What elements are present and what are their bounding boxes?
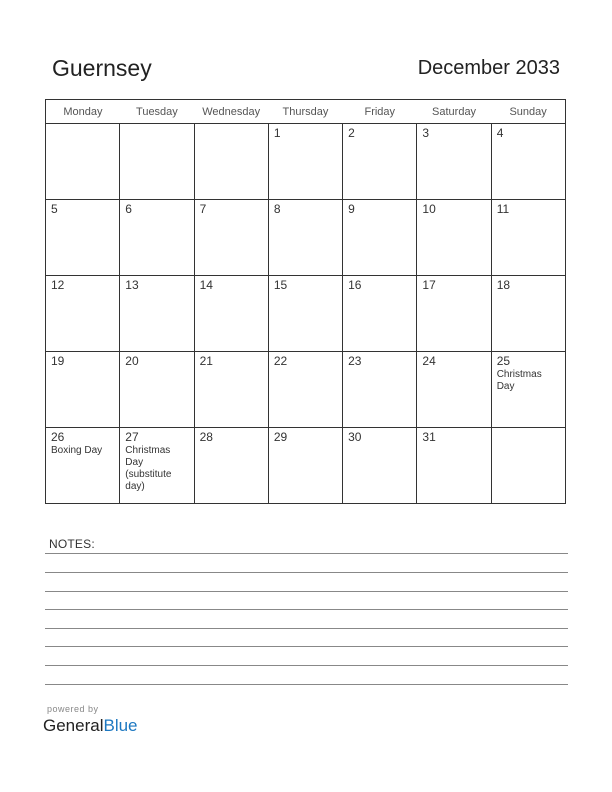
weekday-thursday: Thursday <box>268 100 342 124</box>
day-cell <box>491 428 565 504</box>
holiday-label: Christmas Day <box>496 369 542 392</box>
day-cell <box>46 352 120 428</box>
day-number: 5 <box>51 202 58 216</box>
day-cell <box>417 428 491 504</box>
day-number: 28 <box>199 430 213 444</box>
country-title: Guernsey <box>52 55 152 81</box>
day-cell <box>120 200 194 276</box>
note-line <box>45 665 568 666</box>
day-cell <box>46 428 120 504</box>
day-number: 25 <box>496 354 511 368</box>
day-cell <box>491 352 565 428</box>
week-row <box>46 124 566 200</box>
day-number: 7 <box>199 202 207 216</box>
weekday-monday: Monday <box>46 100 120 124</box>
note-line <box>45 646 568 647</box>
day-cell <box>194 352 268 428</box>
day-number: 11 <box>496 202 510 216</box>
day-cell <box>268 124 342 200</box>
day-cell <box>343 124 417 200</box>
day-number: 4 <box>496 126 504 140</box>
day-number: 1 <box>273 126 281 140</box>
day-number: 6 <box>125 202 132 216</box>
day-cell <box>268 276 342 352</box>
day-cell <box>491 276 565 352</box>
note-line <box>45 591 568 592</box>
day-cell <box>194 200 268 276</box>
day-cell <box>343 352 417 428</box>
brand-name-part1: General <box>43 716 104 735</box>
day-number: 17 <box>422 278 436 292</box>
day-cell <box>343 428 417 504</box>
day-cell <box>268 352 342 428</box>
day-number: 30 <box>348 430 362 444</box>
day-cell <box>46 200 120 276</box>
day-cell <box>417 276 491 352</box>
weekday-friday: Friday <box>343 100 417 124</box>
day-number: 15 <box>273 278 288 292</box>
day-number: 16 <box>348 278 362 292</box>
day-number: 23 <box>348 354 362 368</box>
day-cell <box>120 428 194 504</box>
day-number: 24 <box>422 354 436 368</box>
brand-name-part2: Blue <box>103 716 138 735</box>
day-cell <box>268 428 342 504</box>
holiday-label: Christmas Day (substitute day) <box>125 445 172 492</box>
day-number: 19 <box>51 354 65 368</box>
week-row <box>46 200 566 276</box>
day-cell <box>491 200 565 276</box>
day-cell <box>343 276 417 352</box>
day-cell <box>491 124 565 200</box>
weekday-sunday: Sunday <box>491 100 565 124</box>
day-cell <box>417 200 491 276</box>
day-cell <box>120 124 194 200</box>
day-number: 20 <box>125 354 139 368</box>
day-number: 26 <box>51 430 65 444</box>
day-cell <box>46 124 120 200</box>
note-line <box>45 553 568 554</box>
day-cell <box>194 276 268 352</box>
day-number: 2 <box>348 126 355 140</box>
weekday-header-row <box>46 100 566 124</box>
note-line <box>45 628 568 629</box>
day-cell <box>120 276 194 352</box>
day-number: 22 <box>273 354 288 368</box>
notes-label: NOTES: <box>49 537 95 551</box>
day-cell <box>46 276 120 352</box>
day-number: 14 <box>199 278 213 292</box>
powered-by-label: powered by <box>47 704 99 714</box>
weekday-tuesday: Tuesday <box>120 100 194 124</box>
day-cell <box>417 352 491 428</box>
note-line <box>45 609 568 610</box>
day-number: 10 <box>422 202 436 216</box>
day-number: 9 <box>348 202 355 216</box>
day-number: 3 <box>422 126 430 140</box>
day-cell <box>417 124 491 200</box>
day-number: 27 <box>125 430 139 444</box>
week-row <box>46 276 566 352</box>
month-year-title: December 2033 <box>417 57 560 79</box>
day-number: 13 <box>125 278 139 292</box>
weekday-saturday: Saturday <box>417 100 491 124</box>
brand-logo <box>43 716 138 736</box>
day-cell <box>120 352 194 428</box>
weekday-wednesday: Wednesday <box>194 100 268 124</box>
day-number: 29 <box>273 430 288 444</box>
note-line <box>45 572 568 573</box>
day-cell <box>194 124 268 200</box>
day-number: 18 <box>496 278 511 292</box>
week-row <box>46 428 566 504</box>
day-number: 12 <box>51 278 65 292</box>
day-cell <box>194 428 268 504</box>
note-line <box>45 684 568 685</box>
holiday-label: Boxing Day <box>51 445 103 456</box>
day-number: 31 <box>422 430 436 444</box>
week-row <box>46 352 566 428</box>
calendar-grid <box>45 99 566 504</box>
day-number: 8 <box>273 202 281 216</box>
day-number: 21 <box>199 354 213 368</box>
day-cell <box>268 200 342 276</box>
day-cell <box>343 200 417 276</box>
